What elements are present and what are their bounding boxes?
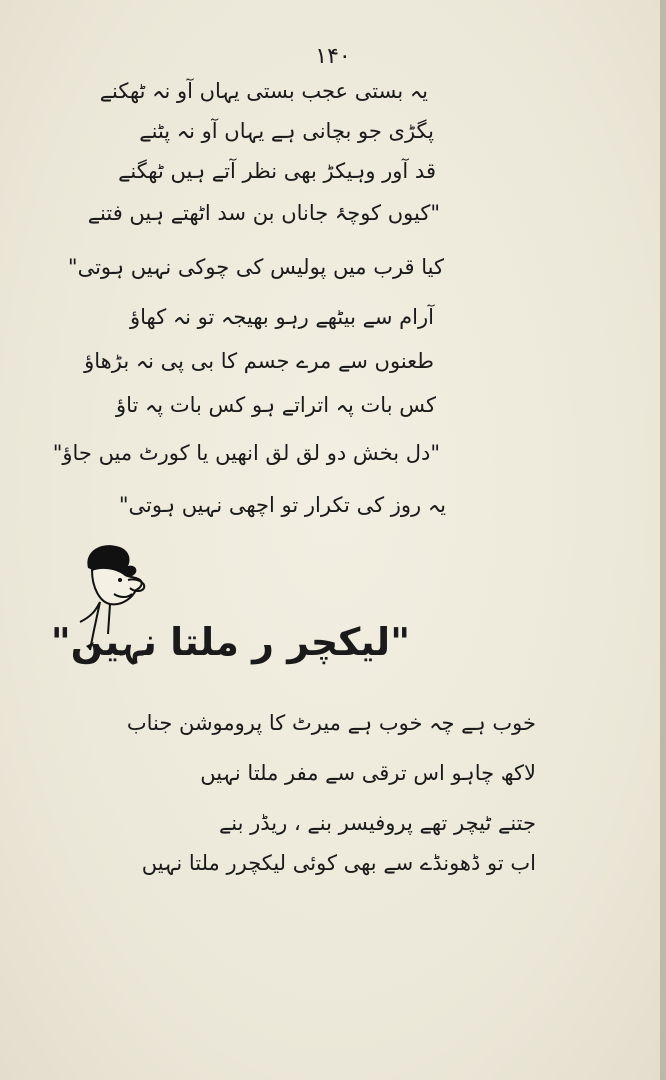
poem-line: کس بات پہ اتراتے ہو کس بات پہ تاؤ (115, 393, 436, 417)
poem-line: خوب ہے چہ خوب ہے میرٹ کا پروموشن جناب (126, 711, 536, 735)
poem-line: "دل بخش دو لق لق انھیں یا کورٹ میں جاؤ" (52, 441, 440, 465)
page-number: ۱۴۰ (315, 44, 351, 69)
poem-line: آرام سے بیٹھے رہو بھیجہ تو نہ کھاؤ (129, 305, 434, 329)
poem-line: قد آور وہیکڑ بھی نظر آتے ہیں ٹھگنے (118, 159, 436, 183)
poem-line: لاکھ چاہو اس ترقی سے مفر ملتا نہیں (200, 761, 536, 785)
poem-line: "کیوں کوچۂ جاناں بن سد اٹھتے ہیں فتنے (87, 201, 440, 225)
poem-line: یہ بستی عجب بستی یہاں آو نہ ٹھکنے (99, 79, 428, 103)
poem-title: "لیکچر ر ملتا نہیں" (50, 620, 410, 664)
poem-line: جتنے ٹیچر تھے پروفیسر بنے ، ریڈر بنے (218, 811, 536, 835)
page-edge (660, 0, 666, 1080)
poem-line: طعنوں سے مرے جسم کا بی پی نہ بڑھاؤ (84, 349, 434, 373)
poem-line: کیا قرب میں پولیس کی چوکی نہیں ہوتی" (67, 255, 444, 279)
poem-line: اب تو ڈھونڈے سے بھی کوئی لیکچرر ملتا نہیں (141, 851, 536, 875)
poem-line: پگڑی جو بچانی ہے یہاں آو نہ پٹنے (139, 119, 434, 143)
poem-line: یہ روز کی تکرار تو اچھی نہیں ہوتی" (118, 493, 446, 517)
